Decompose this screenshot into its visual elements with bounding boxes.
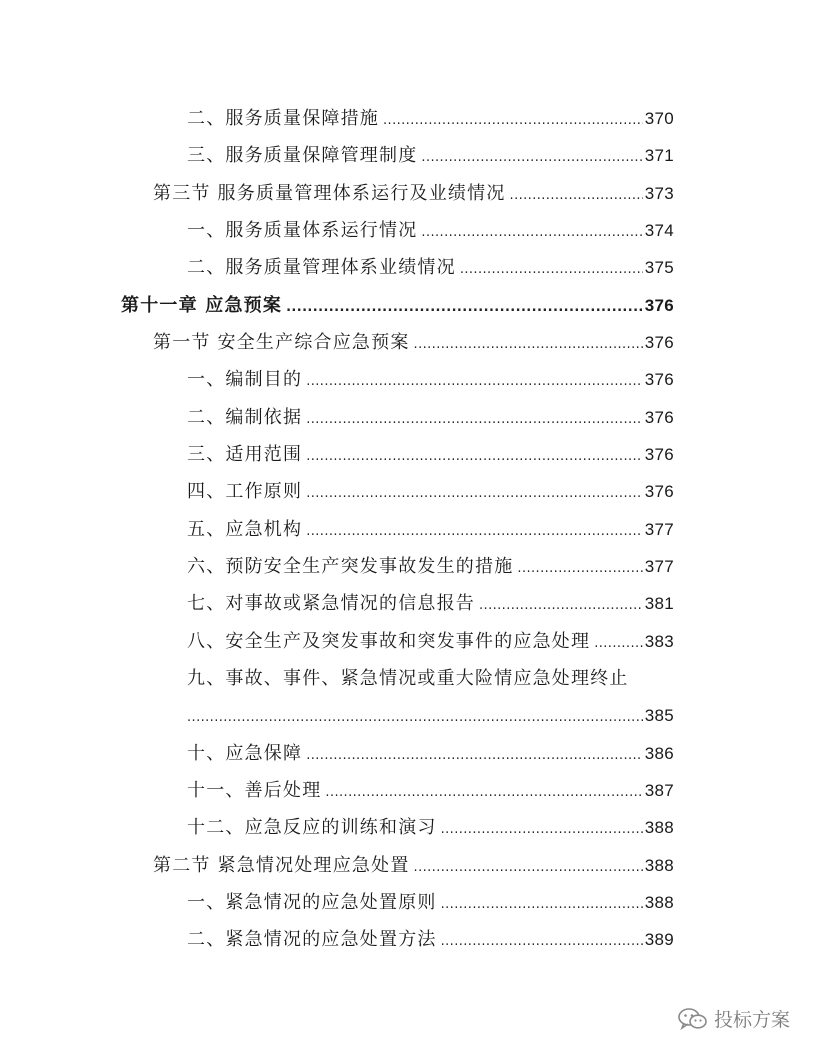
toc-entry[interactable] <box>187 743 674 767</box>
toc-entry-page: 377 <box>644 520 674 539</box>
toc-entry-page: 376 <box>644 296 674 315</box>
toc-entry-page: 383 <box>644 632 674 651</box>
toc-entry-page: 389 <box>644 930 674 949</box>
toc-leader-dots <box>306 483 643 505</box>
toc-entry[interactable] <box>187 519 674 543</box>
toc-entry-section[interactable] <box>153 183 674 207</box>
toc-entry[interactable] <box>187 593 674 617</box>
toc-entry-title: 三、服务质量保障管理制度 <box>187 145 418 166</box>
toc-entry-page: 388 <box>644 856 674 875</box>
toc-leader-dots <box>286 297 643 319</box>
toc-entry-title: 五、应急机构 <box>187 519 303 540</box>
toc-entry-page: 376 <box>644 333 674 352</box>
toc-entry[interactable] <box>187 631 674 655</box>
toc-entry[interactable] <box>187 929 674 953</box>
toc-leader-dots <box>306 409 643 431</box>
toc-entry-page: 375 <box>644 258 674 277</box>
toc-entry-chapter[interactable] <box>121 295 674 319</box>
toc-entry-title: 八、安全生产及突发事故和突发事件的应急处理 <box>187 631 591 652</box>
toc-entry[interactable] <box>187 257 674 281</box>
toc-entry-title: 二、编制依据 <box>187 407 303 428</box>
toc-entry-title: 第十一章 应急预案 <box>121 295 283 316</box>
toc-leader-dots <box>441 931 643 953</box>
toc-leader-dots <box>479 595 643 617</box>
toc-entry-page: 388 <box>644 818 674 837</box>
toc-leader-dots <box>421 147 642 169</box>
toc-entry[interactable] <box>187 481 674 505</box>
toc-entry-page: 376 <box>644 482 674 501</box>
toc-leader-dots <box>517 558 642 580</box>
toc-entry[interactable] <box>187 892 674 916</box>
toc-entry-title: 第二节 紧急情况处理应急处置 <box>153 855 410 876</box>
toc-leader-dots <box>460 259 643 281</box>
toc-entry-title: 十、应急保障 <box>187 743 303 764</box>
watermark <box>678 1005 790 1032</box>
toc-entry-page: 387 <box>644 781 674 800</box>
toc-leader-dots <box>510 185 643 207</box>
toc-entry-title: 四、工作原则 <box>187 481 303 502</box>
toc-entry-page: 370 <box>644 109 674 128</box>
toc-entry-page: 376 <box>644 408 674 427</box>
toc-entry-title: 一、编制目的 <box>187 369 303 390</box>
toc-leader-dots <box>441 894 643 916</box>
toc-entry-continuation[interactable] <box>187 705 674 729</box>
toc-entry-page: 376 <box>644 370 674 389</box>
toc-entry[interactable] <box>187 780 674 804</box>
toc-entry-page: 388 <box>644 893 674 912</box>
toc-entry-title: 一、服务质量体系运行情况 <box>187 220 418 241</box>
watermark-text: 投标方案 <box>713 1009 790 1031</box>
toc-entry-page: 377 <box>644 557 674 576</box>
toc-leader-dots <box>383 110 643 132</box>
toc-entry-page: 373 <box>644 184 674 203</box>
toc-entry-title: 二、服务质量管理体系业绩情况 <box>187 257 456 278</box>
toc-entry-page: 385 <box>644 706 674 725</box>
toc-entry-title: 十一、善后处理 <box>187 780 322 801</box>
toc-leader-dots <box>306 521 643 543</box>
toc-entry[interactable] <box>187 444 674 468</box>
toc-entry-title: 六、预防安全生产突发事故发生的措施 <box>187 556 514 577</box>
toc-entry-page: 376 <box>644 445 674 464</box>
toc-entry-page: 374 <box>644 221 674 240</box>
toc-leader-dots <box>306 446 643 468</box>
toc-entry[interactable] <box>187 556 674 580</box>
toc-entry-page: 371 <box>644 146 674 165</box>
toc-leader-dots <box>421 222 642 244</box>
toc-leader-dots <box>594 633 643 655</box>
toc-leader-dots <box>187 707 643 729</box>
toc-leader-dots <box>441 819 643 841</box>
toc-entry-title-wrapped[interactable]: 九、事故、事件、紧急情况或重大险情应急处理终止 <box>187 668 629 689</box>
toc-leader-dots <box>414 857 643 879</box>
toc-entry[interactable] <box>187 220 674 244</box>
toc-entry-title: 一、紧急情况的应急处置原则 <box>187 892 437 913</box>
toc-entry[interactable] <box>187 817 674 841</box>
toc-leader-dots <box>325 782 642 804</box>
toc-entry-title: 二、服务质量保障措施 <box>187 108 379 129</box>
toc-leader-dots <box>414 334 643 356</box>
toc-entry[interactable] <box>187 407 674 431</box>
toc-entry[interactable] <box>187 108 674 132</box>
toc-leader-dots <box>306 371 643 393</box>
toc-entry-title: 第三节 服务质量管理体系运行及业绩情况 <box>153 183 506 204</box>
toc-entry-section[interactable] <box>153 855 674 879</box>
toc-entry-title: 第一节 安全生产综合应急预案 <box>153 332 410 353</box>
toc-entry-title: 十二、应急反应的训练和演习 <box>187 817 437 838</box>
toc-entry-section[interactable] <box>153 332 674 356</box>
toc-leader-dots <box>306 745 643 767</box>
toc-entry-title: 七、对事故或紧急情况的信息报告 <box>187 593 475 614</box>
toc-entry-page: 386 <box>644 744 674 763</box>
toc-entry-title: 三、适用范围 <box>187 444 303 465</box>
toc-entry-page: 381 <box>644 594 674 613</box>
wechat-icon <box>678 1007 708 1031</box>
toc-entry[interactable] <box>187 145 674 169</box>
toc-entry[interactable] <box>187 369 674 393</box>
toc-entry-title: 二、紧急情况的应急处置方法 <box>187 929 437 950</box>
